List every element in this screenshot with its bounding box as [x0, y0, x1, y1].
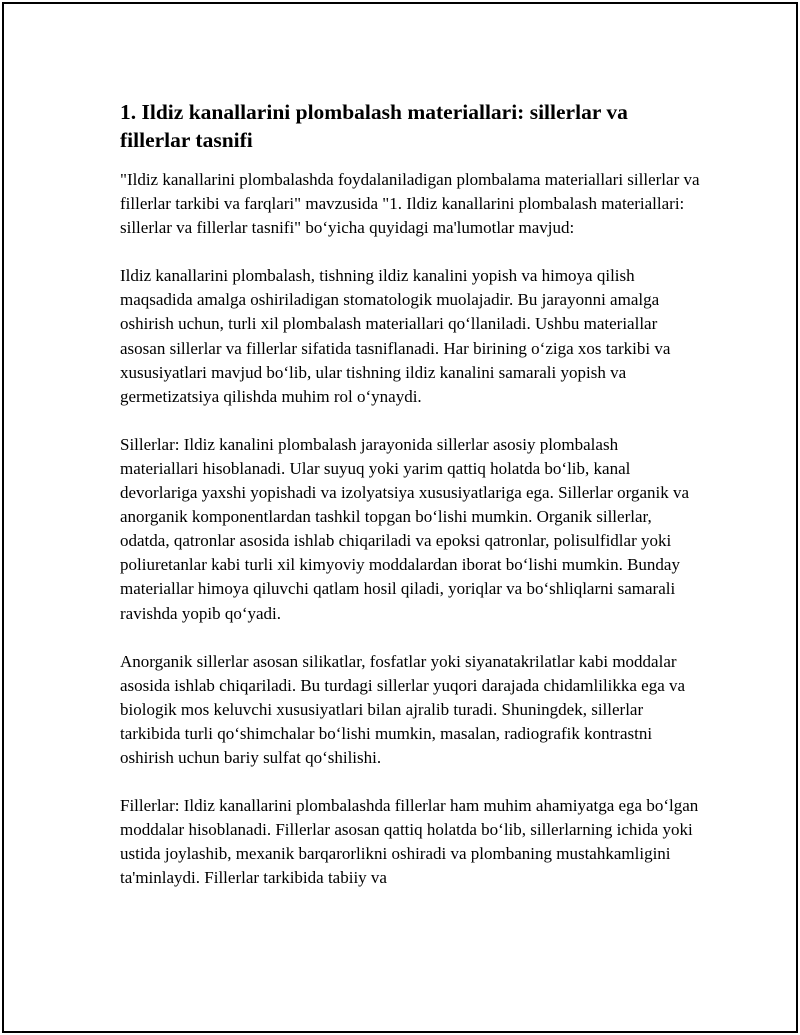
document-body — [120, 98, 700, 914]
paragraph-intro: "Ildiz kanallarini plombalashda foydalaniladigan plombalama materiallari sillerlar va fillerlar tarkibi va farqlari" mavzusida "1. Ildiz kanallarini plombalash materiallari: sillerlar va fillerlar tasnifi" bo‘yicha quyidagi ma'lumotlar mavjud: — [120, 170, 700, 238]
section-heading: 1. Ildiz kanallarini plombalash materiallari: sillerlar va fillerlar tasnifi — [120, 100, 628, 152]
paragraph-sealers: Sillerlar: Ildiz kanalini plombalash jarayonida sillerlar asosiy plombalash materiallari hisoblanadi. Ular suyuq yoki yarim qattiq holatda bo‘lib, kanal devorlariga yaxshi yopishadi va izolyatsiya xususiyatlariga ega. Sillerlar organik va anorganik komponentlardan tashkil topgan bo‘lishi mumkin. Organik sillerlar, odatda, qatronlar asosida ishlab chiqariladi va epoksi qatronlar, polisulfidlar yoki poliuretanlar kabi turli xil kimyoviy moddalardan iborat bo‘lishi mumkin. Bunday materiallar himoya qiluvchi qatlam hosil qiladi, yoriqlar va bo‘shliqlarni samarali ravishda yopib qo‘yadi. — [120, 434, 690, 623]
paragraph-overview: Ildiz kanallarini plombalash, tishning ildiz kanalini yopish va himoya qilish maqsadida amalga oshiriladigan stomatologik muolajadir. Bu jarayonni amalga oshirish uchun, turli xil plombalash materiallari qo‘llaniladi. Ushbu materiallar asosan sillerlar va fillerlar sifatida tasniflanadi. Har birining o‘ziga xos tarkibi va xususiyatlari mavjud bo‘lib, ular tishning ildiz kanalini samarali yopish va germetizatsiya qilishda muhim rol o‘ynaydi. — [120, 266, 671, 406]
paragraph-fillers: Fillerlar: Ildiz kanallarini plombalashda fillerlar ham muhim ahamiyatga ega bo‘lgan moddalar hisoblanadi. Fillerlar asosan qattiq holatda bo‘lib, sillerlarning ichida yoki ustida joylashib, mexanik barqarorlikni oshiradi va plombaning mustahkamligini ta'minlaydi. Fillerlar tarkibida tabiiy va — [120, 796, 699, 888]
paragraph-inorganic-sealers: Anorganik sillerlar asosan silikatlar, fosfatlar yoki siyanatakrilatlar kabi moddalar asosida ishlab chiqariladi. Bu turdagi sillerlar yuqori darajada chidamlilikka ega va biologik mos keluvchi xususiyatlari bilan ajralib turadi. Shuningdek, sillerlar tarkibida turli qo‘shimchalar bo‘lishi mumkin, masalan, radiografik kontrastni oshirish uchun bariy sulfat qo‘shilishi. — [120, 651, 686, 767]
document-page — [2, 2, 798, 1033]
